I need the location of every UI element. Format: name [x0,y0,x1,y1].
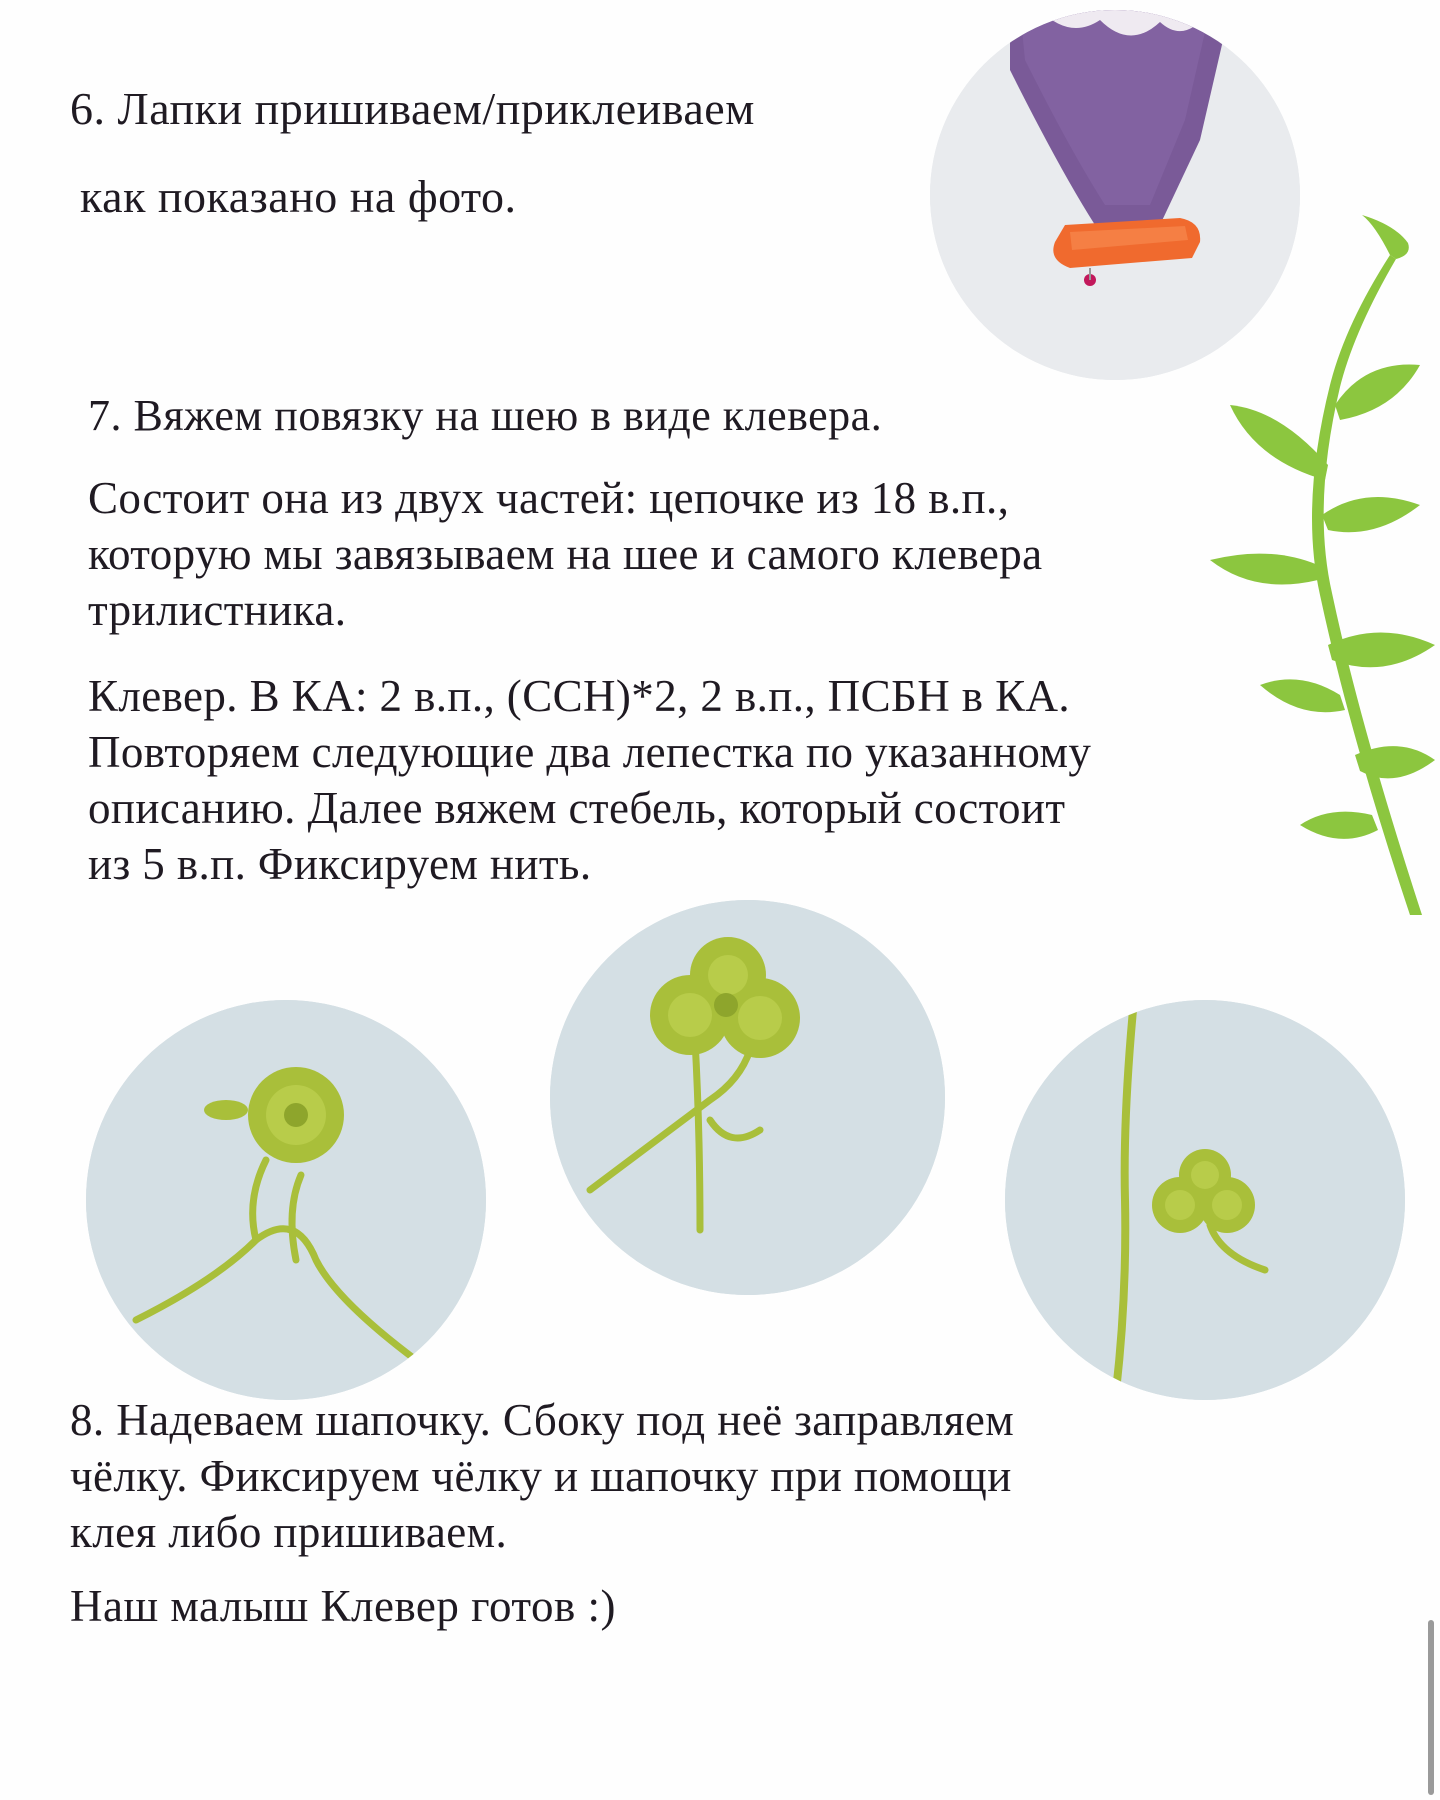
step6-heading: 6. Лапки пришиваем/приклеиваем [70,83,755,134]
clover-with-chain-illustration [1005,1000,1405,1400]
paragraph-line: Повторяем следующие два лепестка по указанному [88,727,1092,777]
paragraph-line: Состоит она из двух частей: цепочке из 18 в.п., [88,473,1010,523]
scrollbar-thumb[interactable] [1428,1620,1434,1795]
paragraph-line: чёлку. Фиксируем чёлку и шапочку при помощи [70,1451,1012,1501]
step7-paragraph-1 [88,470,1298,638]
step6-subheading: как показано на фото. [80,171,517,222]
paragraph-line: из 5 в.п. Фиксируем нить. [88,839,592,889]
paragraph-line: которую мы завязываем на шее и самого клевера [88,529,1043,579]
final-note: Наш малыш Клевер готов :) [70,1581,616,1631]
paragraph-line: описанию. Далее вяжем стебель, который состоит [88,783,1066,833]
paragraph-line: трилистника. [88,585,347,635]
paragraph-line: 8. Надеваем шапочку. Сбоку под неё заправляем [70,1395,1015,1445]
paragraph-line: клея либо пришиваем. [70,1507,508,1557]
step8-paragraph [70,1392,1280,1560]
step7-paragraph-2 [88,668,1298,892]
clover-partial-illustration [86,1000,486,1400]
step7-heading: 7. Вяжем повязку на шею в виде клевера. [88,391,883,440]
photo-clover-step1 [86,1000,486,1400]
photo-clover-finished [1005,1000,1405,1400]
clover-three-leaf-illustration [550,900,945,1295]
photo-clover-step2 [550,900,945,1295]
paragraph-line: Клевер. В КА: 2 в.п., (ССН)*2, 2 в.п., ПСБН в КА. [88,671,1071,721]
